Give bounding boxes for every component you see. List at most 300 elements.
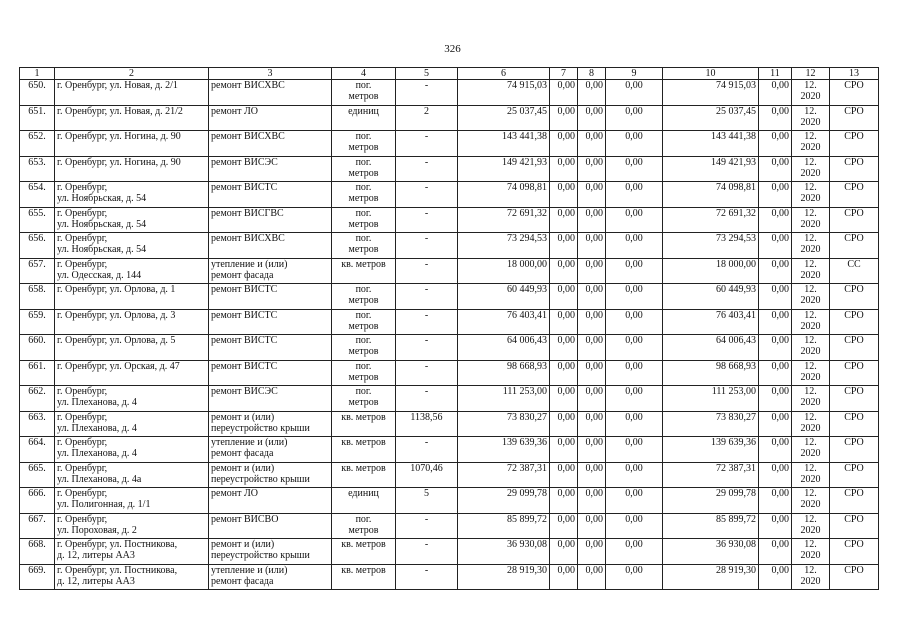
term-cell (792, 284, 830, 310)
unit-cell-line: кв. метров (341, 462, 386, 474)
col8-cell: 0,00 (578, 539, 606, 565)
term-cell-line: 2020 (800, 448, 821, 459)
unit-cell (332, 564, 396, 590)
method-cell: СРО (830, 182, 879, 208)
address-cell-line: г. Оренбург, (57, 462, 108, 474)
col10-cell: 29 099,78 (663, 488, 759, 514)
address-cell-line: г. Оренбург, (57, 386, 108, 397)
col10-cell: 36 930,08 (663, 539, 759, 565)
work-type-cell (209, 437, 332, 463)
work-type-cell (209, 539, 332, 565)
term-cell-line: 2020 (800, 550, 821, 561)
col10-cell: 72 387,31 (663, 462, 759, 488)
term-cell-line: 12. (804, 539, 817, 550)
address-cell (55, 437, 209, 463)
col8-cell: 0,00 (578, 335, 606, 361)
term-cell-line: 12. (804, 105, 817, 117)
col7-cell: 0,00 (550, 462, 578, 488)
address-cell-line: ул. Плеханова, д. 4 (57, 422, 137, 434)
address-cell-line: г. Оренбург, (57, 258, 108, 270)
address-cell (55, 207, 209, 233)
quantity-cell: - (396, 233, 458, 259)
address-cell (55, 233, 209, 259)
col8-cell: 0,00 (578, 411, 606, 437)
work-type-cell (209, 335, 332, 361)
address-cell (55, 80, 209, 106)
col10-cell: 73 830,27 (663, 411, 759, 437)
col9-cell: 0,00 (606, 207, 663, 233)
address-cell (55, 182, 209, 208)
col11-cell: 0,00 (759, 462, 792, 488)
method-cell: СРО (830, 411, 879, 437)
unit-cell (332, 156, 396, 182)
col9-cell: 0,00 (606, 335, 663, 361)
address-cell-line: г. Оренбург, (57, 488, 108, 499)
col9-cell: 0,00 (606, 564, 663, 590)
term-cell-line: 2020 (800, 473, 821, 485)
address-cell-line: г. Оренбург, ул. Постникова, (57, 564, 178, 576)
address-cell-line: г. Оренбург, (57, 437, 108, 448)
total-cost-cell: 72 691,32 (458, 207, 550, 233)
work-type-cell (209, 258, 332, 284)
col9-cell: 0,00 (606, 80, 663, 106)
col10-cell: 143 441,38 (663, 131, 759, 157)
method-cell: СРО (830, 309, 879, 335)
address-cell-line: ул. Плеханова, д. 4а (57, 473, 142, 485)
method-cell: СС (830, 258, 879, 284)
address-cell (55, 564, 209, 590)
unit-cell (332, 462, 396, 488)
row-number: 662. (20, 386, 55, 412)
address-cell (55, 156, 209, 182)
address-cell (55, 335, 209, 361)
col7-cell: 0,00 (550, 207, 578, 233)
table-body (20, 80, 879, 590)
work-type-cell-line: ремонт и (или) (211, 462, 275, 474)
col7-cell: 0,00 (550, 233, 578, 259)
col11-cell: 0,00 (759, 513, 792, 539)
repair-schedule-table (19, 67, 879, 590)
col10-cell: 98 668,93 (663, 360, 759, 386)
unit-cell-line: кв. метров (341, 437, 386, 448)
work-type-cell-line: ремонт ВИСЭС (211, 386, 278, 397)
term-cell-line: 12. (804, 182, 817, 193)
col11-cell: 0,00 (759, 411, 792, 437)
address-cell-line: г. Оренбург, ул. Орлова, д. 1 (57, 284, 176, 295)
work-type-cell-line: ремонт ВИСТС (211, 309, 278, 321)
row-number: 669. (20, 564, 55, 590)
row-number: 661. (20, 360, 55, 386)
col8-cell: 0,00 (578, 207, 606, 233)
method-cell: СРО (830, 284, 879, 310)
address-cell (55, 488, 209, 514)
address-cell-line: ул. Одесская, д. 144 (57, 269, 142, 281)
term-cell-line: 2020 (800, 116, 821, 128)
quantity-cell: - (396, 513, 458, 539)
col8-cell: 0,00 (578, 462, 606, 488)
term-cell (792, 411, 830, 437)
term-cell (792, 360, 830, 386)
col8-cell: 0,00 (578, 309, 606, 335)
row-number: 651. (20, 105, 55, 131)
col8-cell: 0,00 (578, 437, 606, 463)
row-number: 650. (20, 80, 55, 106)
term-cell (792, 258, 830, 284)
work-type-cell (209, 564, 332, 590)
work-type-cell (209, 207, 332, 233)
row-number: 665. (20, 462, 55, 488)
col11-cell: 0,00 (759, 488, 792, 514)
term-cell (792, 131, 830, 157)
address-cell-line: г. Оренбург, (57, 207, 108, 219)
work-type-cell-line: ремонт ВИСЭС (211, 156, 278, 168)
unit-cell (332, 284, 396, 310)
col9-cell: 0,00 (606, 105, 663, 131)
quantity-cell: - (396, 207, 458, 233)
row-number: 653. (20, 156, 55, 182)
address-cell-line: г. Оренбург, (57, 182, 108, 193)
row-number: 667. (20, 513, 55, 539)
col11-cell: 0,00 (759, 80, 792, 106)
col8-cell: 0,00 (578, 258, 606, 284)
col10-cell: 72 691,32 (663, 207, 759, 233)
row-number: 654. (20, 182, 55, 208)
unit-cell-line: пог. (355, 131, 372, 142)
work-type-cell-line: ремонт ВИСТС (211, 335, 278, 346)
work-type-cell (209, 131, 332, 157)
work-type-cell-line: переустройство крыши (211, 473, 310, 485)
table-row (20, 488, 879, 514)
address-cell-line: ул. Плеханова, д. 4 (57, 397, 137, 408)
work-type-cell (209, 462, 332, 488)
col8-cell: 0,00 (578, 488, 606, 514)
col8-cell: 0,00 (578, 284, 606, 310)
work-type-cell (209, 182, 332, 208)
address-cell (55, 258, 209, 284)
address-cell-line: г. Оренбург, ул. Орлова, д. 5 (57, 335, 176, 346)
work-type-cell (209, 513, 332, 539)
work-type-cell-line: ремонт ВИСХВС (211, 131, 285, 142)
table-row (20, 233, 879, 259)
work-type-cell (209, 411, 332, 437)
work-type-cell-line: ремонт ЛО (211, 105, 258, 117)
column-number-row (20, 68, 879, 80)
unit-cell-line: единиц (348, 488, 379, 499)
work-type-cell-line: ремонт и (или) (211, 539, 275, 550)
term-cell-line: 12. (804, 335, 817, 346)
column-header-13: 13 (830, 68, 879, 80)
column-header-6: 6 (458, 68, 550, 80)
col10-cell: 60 449,93 (663, 284, 759, 310)
work-type-cell-line: ремонт и (или) (211, 411, 275, 423)
total-cost-cell: 18 000,00 (458, 258, 550, 284)
unit-cell-line: метров (348, 397, 379, 408)
address-cell-line: г. Оренбург, ул. Ногина, д. 90 (57, 156, 181, 168)
method-cell: СРО (830, 156, 879, 182)
col10-cell: 74 098,81 (663, 182, 759, 208)
row-number: 660. (20, 335, 55, 361)
row-number: 657. (20, 258, 55, 284)
table-row (20, 131, 879, 157)
term-cell (792, 207, 830, 233)
unit-cell (332, 513, 396, 539)
row-number: 652. (20, 131, 55, 157)
col8-cell: 0,00 (578, 156, 606, 182)
unit-cell-line: пог. (355, 309, 372, 321)
address-cell-line: г. Оренбург, ул. Новая, д. 2/1 (57, 80, 178, 91)
term-cell-line: 12. (804, 488, 817, 499)
col8-cell: 0,00 (578, 80, 606, 106)
term-cell (792, 156, 830, 182)
col7-cell: 0,00 (550, 335, 578, 361)
term-cell-line: 12. (804, 156, 817, 168)
row-number: 668. (20, 539, 55, 565)
unit-cell (332, 131, 396, 157)
quantity-cell: - (396, 131, 458, 157)
total-cost-cell: 64 006,43 (458, 335, 550, 361)
unit-cell-line: пог. (355, 156, 372, 168)
col11-cell: 0,00 (759, 386, 792, 412)
total-cost-cell: 74 915,03 (458, 80, 550, 106)
col11-cell: 0,00 (759, 335, 792, 361)
unit-cell-line: метров (348, 91, 379, 102)
work-type-cell (209, 233, 332, 259)
unit-cell (332, 233, 396, 259)
address-cell-line: г. Оренбург, (57, 411, 108, 423)
total-cost-cell: 36 930,08 (458, 539, 550, 565)
work-type-cell-line: ремонт ВИСТС (211, 182, 278, 193)
total-cost-cell: 29 099,78 (458, 488, 550, 514)
term-cell-line: 2020 (800, 193, 821, 204)
address-cell (55, 462, 209, 488)
term-cell-line: 12. (804, 360, 817, 372)
col8-cell: 0,00 (578, 360, 606, 386)
col7-cell: 0,00 (550, 309, 578, 335)
row-number: 666. (20, 488, 55, 514)
term-cell-line: 2020 (800, 346, 821, 357)
unit-cell-line: пог. (355, 513, 372, 525)
term-cell-line: 12. (804, 309, 817, 321)
column-header-3: 3 (209, 68, 332, 80)
total-cost-cell: 72 387,31 (458, 462, 550, 488)
row-number: 658. (20, 284, 55, 310)
address-cell-line: ул. Пороховая, д. 2 (57, 524, 137, 536)
term-cell-line: 12. (804, 513, 817, 525)
term-cell (792, 462, 830, 488)
col11-cell: 0,00 (759, 258, 792, 284)
col10-cell: 18 000,00 (663, 258, 759, 284)
work-type-cell-line: утепление и (или) (211, 258, 288, 270)
col11-cell: 0,00 (759, 360, 792, 386)
address-cell (55, 513, 209, 539)
table-row (20, 513, 879, 539)
quantity-cell: - (396, 539, 458, 565)
address-cell-line: г. Оренбург, ул. Ногина, д. 90 (57, 131, 181, 142)
col11-cell: 0,00 (759, 156, 792, 182)
col10-cell: 139 639,36 (663, 437, 759, 463)
col9-cell: 0,00 (606, 462, 663, 488)
unit-cell (332, 182, 396, 208)
col7-cell: 0,00 (550, 437, 578, 463)
work-type-cell-line: ремонт фасада (211, 575, 274, 587)
address-cell (55, 131, 209, 157)
term-cell-line: 12. (804, 386, 817, 397)
column-header-12: 12 (792, 68, 830, 80)
work-type-cell (209, 386, 332, 412)
unit-cell-line: кв. метров (341, 539, 386, 550)
col11-cell: 0,00 (759, 309, 792, 335)
table-row (20, 80, 879, 106)
method-cell: СРО (830, 513, 879, 539)
term-cell-line: 2020 (800, 142, 821, 153)
unit-cell-line: кв. метров (341, 564, 386, 576)
column-header-9: 9 (606, 68, 663, 80)
col7-cell: 0,00 (550, 386, 578, 412)
method-cell: СРО (830, 207, 879, 233)
method-cell: СРО (830, 488, 879, 514)
quantity-cell: - (396, 335, 458, 361)
quantity-cell: - (396, 564, 458, 590)
unit-cell-line: метров (348, 167, 379, 179)
term-cell-line: 2020 (800, 167, 821, 179)
quantity-cell: 5 (396, 488, 458, 514)
quantity-cell: 1138,56 (396, 411, 458, 437)
col7-cell: 0,00 (550, 564, 578, 590)
work-type-cell-line: ремонт ВИСХВС (211, 233, 285, 244)
term-cell (792, 105, 830, 131)
row-number: 659. (20, 309, 55, 335)
work-type-cell-line: ремонт фасада (211, 269, 274, 281)
row-number: 655. (20, 207, 55, 233)
method-cell: СРО (830, 80, 879, 106)
table-row (20, 386, 879, 412)
col9-cell: 0,00 (606, 309, 663, 335)
address-cell (55, 360, 209, 386)
term-cell-line: 2020 (800, 524, 821, 536)
method-cell: СРО (830, 564, 879, 590)
col9-cell: 0,00 (606, 386, 663, 412)
term-cell (792, 233, 830, 259)
work-type-cell-line: ремонт ВИСВО (211, 513, 279, 525)
unit-cell-line: пог. (355, 233, 372, 244)
term-cell-line: 12. (804, 80, 817, 91)
work-type-cell (209, 309, 332, 335)
unit-cell-line: пог. (355, 182, 372, 193)
unit-cell-line: кв. метров (341, 411, 386, 423)
unit-cell (332, 80, 396, 106)
col11-cell: 0,00 (759, 105, 792, 131)
total-cost-cell: 149 421,93 (458, 156, 550, 182)
unit-cell (332, 386, 396, 412)
column-header-5: 5 (396, 68, 458, 80)
total-cost-cell: 76 403,41 (458, 309, 550, 335)
col9-cell: 0,00 (606, 488, 663, 514)
term-cell-line: 2020 (800, 269, 821, 281)
work-type-cell (209, 360, 332, 386)
unit-cell (332, 335, 396, 361)
work-type-cell-line: утепление и (или) (211, 437, 288, 448)
col10-cell: 73 294,53 (663, 233, 759, 259)
col9-cell: 0,00 (606, 284, 663, 310)
unit-cell (332, 437, 396, 463)
address-cell-line: г. Оренбург, (57, 513, 108, 525)
col8-cell: 0,00 (578, 513, 606, 539)
column-header-1: 1 (20, 68, 55, 80)
unit-cell-line: пог. (355, 360, 372, 372)
col7-cell: 0,00 (550, 488, 578, 514)
col9-cell: 0,00 (606, 258, 663, 284)
table-row (20, 258, 879, 284)
work-type-cell-line: ремонт фасада (211, 448, 274, 459)
unit-cell-line: метров (348, 295, 379, 306)
term-cell (792, 488, 830, 514)
table-row (20, 105, 879, 131)
unit-cell-line: метров (348, 218, 379, 230)
col10-cell: 149 421,93 (663, 156, 759, 182)
table-row (20, 182, 879, 208)
work-type-cell (209, 80, 332, 106)
term-cell-line: 2020 (800, 218, 821, 230)
term-cell (792, 513, 830, 539)
column-header-7: 7 (550, 68, 578, 80)
term-cell-line: 12. (804, 207, 817, 219)
unit-cell-line: пог. (355, 335, 372, 346)
col10-cell: 76 403,41 (663, 309, 759, 335)
col10-cell: 28 919,30 (663, 564, 759, 590)
term-cell-line: 2020 (800, 575, 821, 587)
row-number: 656. (20, 233, 55, 259)
quantity-cell: - (396, 182, 458, 208)
col7-cell: 0,00 (550, 258, 578, 284)
col9-cell: 0,00 (606, 411, 663, 437)
unit-cell-line: метров (348, 244, 379, 255)
term-cell (792, 564, 830, 590)
column-header-8: 8 (578, 68, 606, 80)
address-cell-line: г. Оренбург, ул. Орская, д. 47 (57, 360, 180, 372)
column-header-2: 2 (55, 68, 209, 80)
method-cell: СРО (830, 462, 879, 488)
table-row (20, 207, 879, 233)
col8-cell: 0,00 (578, 182, 606, 208)
col7-cell: 0,00 (550, 513, 578, 539)
column-header-4: 4 (332, 68, 396, 80)
col8-cell: 0,00 (578, 105, 606, 131)
col10-cell: 64 006,43 (663, 335, 759, 361)
col7-cell: 0,00 (550, 80, 578, 106)
col7-cell: 0,00 (550, 360, 578, 386)
total-cost-cell: 73 830,27 (458, 411, 550, 437)
method-cell: СРО (830, 437, 879, 463)
unit-cell (332, 360, 396, 386)
term-cell (792, 309, 830, 335)
term-cell-line: 12. (804, 437, 817, 448)
quantity-cell: - (396, 360, 458, 386)
term-cell (792, 386, 830, 412)
unit-cell-line: метров (348, 524, 379, 536)
address-cell-line: д. 12, литеры АА3 (57, 575, 135, 587)
unit-cell-line: пог. (355, 207, 372, 219)
col7-cell: 0,00 (550, 105, 578, 131)
unit-cell-line: пог. (355, 80, 372, 91)
unit-cell-line: единиц (348, 105, 379, 117)
address-cell-line: ул. Ноябрьская, д. 54 (57, 218, 147, 230)
term-cell-line: 12. (804, 258, 817, 270)
address-cell-line: д. 12, литеры АА3 (57, 550, 135, 561)
col11-cell: 0,00 (759, 233, 792, 259)
col10-cell: 74 915,03 (663, 80, 759, 106)
term-cell-line: 12. (804, 233, 817, 244)
term-cell-line: 12. (804, 564, 817, 576)
